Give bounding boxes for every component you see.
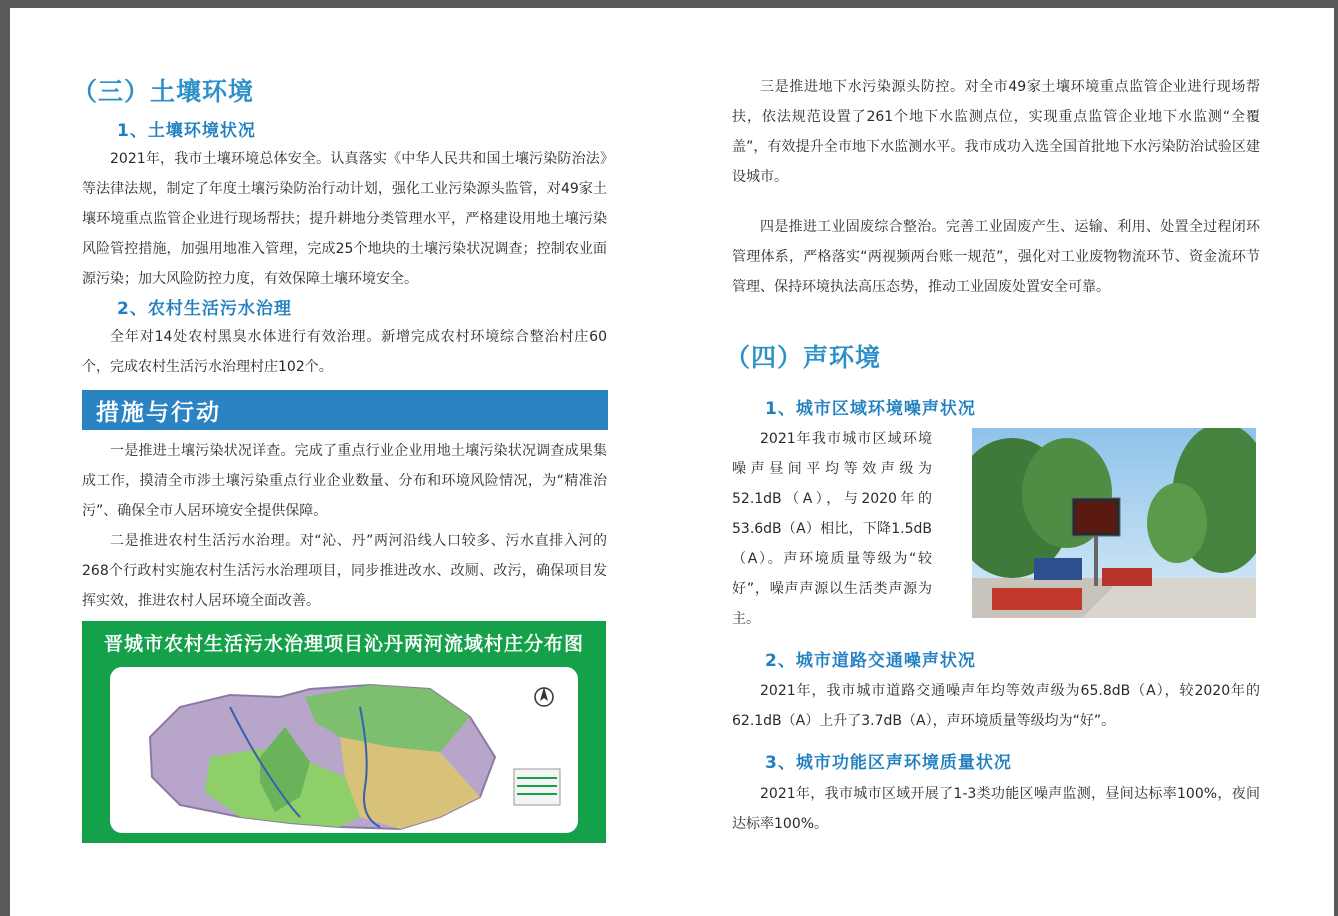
measures-banner	[82, 390, 608, 430]
subheading-functional-zone-noise: 3、城市功能区声环境质量状况	[765, 753, 1012, 773]
section-title-noise: （四）声环境	[725, 343, 882, 372]
map-panel	[110, 667, 578, 833]
banner-title: 措施与行动	[96, 399, 221, 426]
village-distribution-map	[82, 621, 606, 843]
subheading-soil-status: 1、土壤环境状况	[117, 121, 256, 141]
paragraph-groundwater: 三是推进地下水污染源头防控。对全市49家土壤环境重点监管企业进行现场帮扶，依法规范设置了261个地下水监测点位，实现重点监管企业地下水监测“全覆盖”，有效提升全市地下水监测水平。我市成功入选全国首批地下水污染防治试验区建设城市。	[732, 79, 1260, 185]
paragraph-soil-status: 2021年，我市土壤环境总体安全。认真落实《中华人民共和国土壤污染防治法》等法律法规，制定了年度土壤污染防治行动计划，强化工业污染源头监管，对49家土壤环境重点监管企业进行现场帮扶；提升耕地分类管理水平，严格建设用地土壤污染风险管控措施，加强用地准入管理，完成25个地块的土壤污染状况调查；控制农业面源污染；加大风险防控力度，有效保障土壤环境安全。	[82, 151, 607, 287]
paragraph-traffic-noise: 2021年，我市城市道路交通噪声年均等效声级为65.8dB（A），较2020年的62.1dB（A）上升了3.7dB（A），声环境质量等级均为“好”。	[732, 683, 1260, 729]
paragraph-industrial-waste: 四是推进工业固废综合整治。完善工业固废产生、运输、利用、处置全过程闭环管理体系，严格落实“两视频两台账一规范”，强化对工业废物物流环节、资金流环节管理、保持环境执法高压态势，推动工业固废处置安全可靠。	[732, 219, 1260, 295]
section-title-soil: （三）土壤环境	[72, 77, 255, 106]
map-graphic	[110, 667, 578, 833]
subheading-rural-sewage: 2、农村生活污水治理	[117, 299, 292, 319]
paragraph-rural-sewage: 全年对14处农村黑臭水体进行有效治理。新增完成农村环境综合整治村庄60个，完成农村生活污水治理村庄102个。	[82, 329, 607, 375]
photo-graphic	[972, 428, 1256, 618]
noise-monitoring-photo	[972, 428, 1256, 618]
subheading-regional-noise: 1、城市区域环境噪声状况	[765, 399, 976, 419]
document-page	[10, 8, 1334, 916]
map-title: 晋城市农村生活污水治理项目沁丹两河流域村庄分布图	[103, 633, 584, 655]
paragraph-regional-noise: 2021年我市城市区域环境噪声昼间平均等效声级为52.1dB（A），与2020年的53.6dB（A）相比，下降1.5dB（A）。声环境质量等级为“较好”，噪声声源以生活类声源为主。	[732, 431, 932, 627]
paragraph-sewage-treatment: 二是推进农村生活污水治理。对“沁、丹”两河沿线人口较多、污水直排入河的268个行政村实施农村生活污水治理项目，同步推进改水、改厕、改污，确保项目发挥实效，推进农村人居环境全面改善。	[82, 533, 607, 609]
paragraph-soil-survey: 一是推进土壤污染状况详查。完成了重点行业企业用地土壤污染状况调查成果集成工作，摸清全市涉土壤污染重点行业企业数量、分布和环境风险情况，为“精准治污”、确保全市人居环境安全提供保障。	[82, 443, 607, 519]
subheading-traffic-noise: 2、城市道路交通噪声状况	[765, 651, 976, 671]
paragraph-functional-zone-noise: 2021年，我市城市区域开展了1-3类功能区噪声监测，昼间达标率100%，夜间达标率100%。	[732, 786, 1260, 832]
